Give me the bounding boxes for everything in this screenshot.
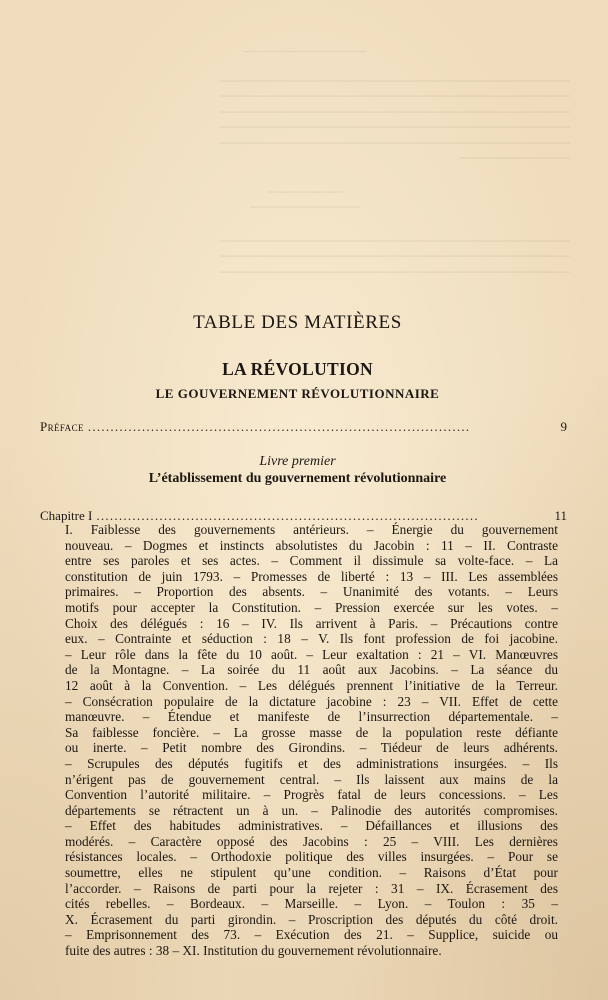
toc-entry-label: Préface [40, 419, 84, 434]
summary-line: – Emprisonnement des 73. – Exécution des 21. – Supplice, suicide ou [65, 927, 558, 943]
summary-line: primaires. – Proportion des absents. – Unanimité des votants. – Leurs [65, 584, 558, 600]
summary-line: résistances locales. – Orthodoxie politique des villes insurgées. – Pour se [65, 849, 558, 865]
chapter-summary [65, 522, 558, 959]
book-label: Livre premier [259, 454, 336, 469]
summary-line: l’accorder. – Raisons de parti pour la rejeter : 31 – IX. Écrasement des [65, 880, 558, 896]
summary-line: soumettre, elles ne stipulent qu’une condition. – Raisons d’État pour [65, 865, 558, 881]
summary-line: – Effet des habitudes administratives. – Défaillances et illusions des [65, 818, 558, 834]
summary-line: Choix des délégués : 16 – IV. Ils arrivent à Paris. – Précautions contre [65, 615, 558, 631]
summary-line: Sa faiblesse foncière. – La grosse masse de la population reste défiante [65, 724, 558, 740]
summary-line: – Leur rôle dans la fête du 10 août. – Leur exaltation : 21 – VI. Manœuvres [65, 646, 558, 662]
summary-line: Convention l’autorité militaire. – Progrès fatal de leurs concessions. – Les [65, 787, 558, 803]
page-title: TABLE DES MATIÈRES [193, 312, 402, 333]
toc-entry-preface[interactable] [40, 419, 567, 435]
summary-line: nouveau. – Dogmes et instincts absolutistes du Jacobin : 11 – II. Contraste [65, 537, 558, 553]
summary-line: départements se rétractent un à un. – Palinodie des autorités compromises. [65, 802, 558, 818]
summary-line: – Consécration populaire de la dictature jacobine : 23 – VII. Effet de cette [65, 693, 558, 709]
summary-line: motifs pour accepter la Constitution. – Pression exercée sur les votes. – [65, 599, 558, 615]
summary-line: I. Faiblesse des gouvernements antérieurs. – Énergie du gouvernement [65, 522, 558, 537]
summary-line: fuite des autres : 38 – XI. Institution du gouvernement révolutionnaire. [65, 943, 442, 959]
summary-line: cités rebelles. – Bordeaux. – Marseille. – Lyon. – Toulon : 35 – [65, 896, 558, 912]
toc-entry-label: Chapitre I [40, 508, 93, 523]
summary-line: entre ses paroles et ses actes. – Comment il dissimule sa volte-face. – La [65, 553, 558, 569]
toc-page-number: 9 [560, 419, 567, 434]
dot-leader [88, 419, 555, 435]
summary-line: 12 août à la Convention. – Les délégués prennent l’initiative de la Terreur. [65, 677, 558, 693]
book-title: L’établissement du gouvernement révolutionnaire [148, 471, 447, 486]
part-subtitle: LE GOUVERNEMENT RÉVOLUTIONNAIRE [155, 386, 440, 401]
show-through-texture: ────────────── ────────────────────────────────────── ────────────────────────────────────── ────────────────────────────────────── ────────────────────────────────────── ────────────────────────────────────── ──────────── ──────── ──────────── ────────────────────────────────────── ────────────────────────────────────── ────────────────────────────────────── [220, 46, 570, 279]
part-title: LA RÉVOLUTION [222, 359, 373, 379]
summary-line: de la Montagne. – La soirée du 11 août aux Jacobins. – La séance du [65, 662, 558, 678]
toc-page-number: 11 [554, 508, 567, 523]
summary-line: constitution de juin 1793. – Promesses de liberté : 13 – III. Les assemblées [65, 568, 558, 584]
summary-line: – Scrupules des députés fugitifs et des administrations insurgées. – Ils [65, 755, 558, 771]
summary-line: manœuvre. – Étendue et manifeste de l’insurrection départementale. – [65, 709, 558, 725]
summary-line: n’érigent pas de gouvernement central. – Ils laissent aux mains de la [65, 771, 558, 787]
summary-line: modérés. – Caractère opposé des Jacobins : 25 – VIII. Les dernières [65, 833, 558, 849]
summary-line: ou inerte. – Petit nombre des Girondins. – Tiédeur de leurs adhérents. [65, 740, 558, 756]
summary-line: eux. – Contrainte et séduction : 18 – V. Ils font profession de foi jacobine. [65, 631, 558, 647]
summary-line: X. Écrasement du parti girondin. – Proscription des députés du côté droit. [65, 911, 558, 927]
